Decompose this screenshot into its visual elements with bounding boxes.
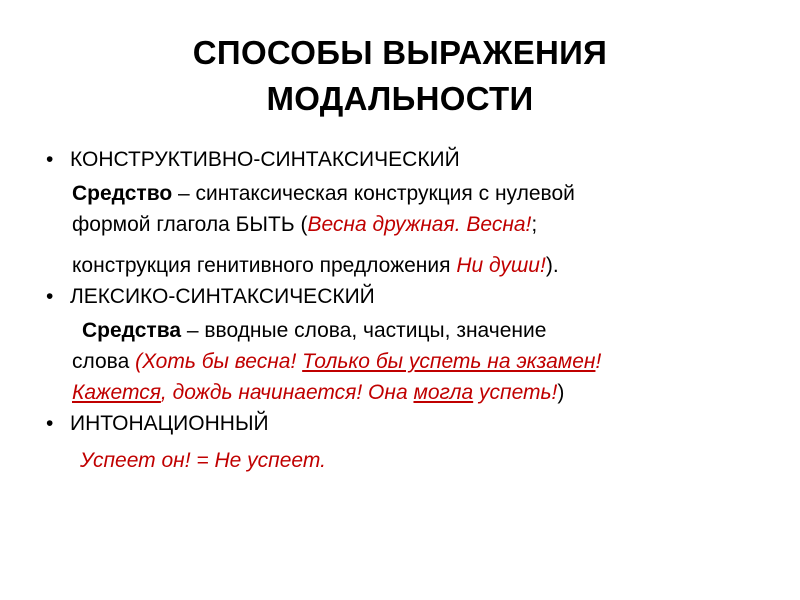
bullet-dot: • [46, 285, 54, 308]
slide-title [0, 30, 800, 122]
bullet-item-intonation [46, 411, 766, 437]
example-text: (Хоть бы весна! [135, 350, 303, 373]
underlined-example: Только бы успеть на экзамен [302, 350, 596, 373]
section-2-paragraph [72, 315, 772, 408]
text: – синтаксическая конструкция с нулевой [172, 182, 575, 205]
example-text: Успеет он! = Не успеет. [80, 449, 326, 472]
term: Средство [72, 182, 173, 205]
example-text: , дождь начинается! Она [160, 381, 414, 404]
underlined-example: могла [413, 381, 474, 404]
example-text: успеть! [473, 381, 558, 404]
title-line-2: МОДАЛЬНОСТИ [266, 80, 534, 117]
bullet-item-lexical [46, 284, 766, 310]
paragraph-line [72, 209, 772, 240]
underlined-example: Кажется [72, 381, 161, 404]
text: ) [557, 381, 565, 404]
text: ). [545, 254, 559, 277]
text: ; [531, 213, 538, 236]
bullet-heading: КОНСТРУКТИВНО-СИНТАКСИЧЕСКИЙ [70, 148, 460, 171]
paragraph-line [72, 315, 772, 346]
paragraph-line [72, 377, 772, 408]
example-text: Весна дружная. Весна! [307, 213, 532, 236]
text: – вводные слова, частицы, значение [181, 319, 547, 342]
text: конструкция генитивного предложения [72, 254, 457, 277]
bullet-dot: • [46, 148, 54, 171]
text: формой глагола БЫТЬ ( [72, 213, 308, 236]
term: Средства [82, 319, 182, 342]
section-3-paragraph [80, 445, 780, 476]
bullet-heading: ЛЕКСИКО-СИНТАКСИЧЕСКИЙ [70, 285, 375, 308]
example-text: Ни души! [456, 254, 546, 277]
paragraph-line [72, 250, 772, 281]
text: слова [72, 350, 136, 373]
example-text: ! [595, 350, 602, 373]
paragraph-line [72, 346, 772, 377]
bullet-item-constructive [46, 147, 766, 173]
section-1-paragraph [72, 178, 772, 281]
title-line-1: СПОСОБЫ ВЫРАЖЕНИЯ [192, 34, 608, 71]
bullet-dot: • [46, 412, 54, 435]
bullet-heading: ИНТОНАЦИОННЫЙ [70, 412, 269, 435]
paragraph-line [72, 178, 772, 209]
